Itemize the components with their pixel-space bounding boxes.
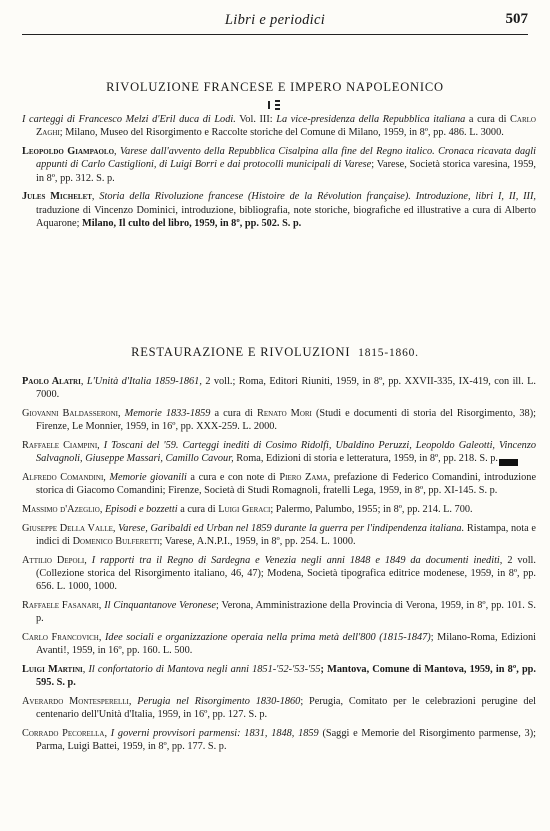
bib-entry: Averardo Montesperelli, Perugia nel Risorgimento 1830-1860; Perugia, Comitato per le celebrazioni perugine del centenario dell'Unità d'Italia, 1959, in 16º, pp. 127. S. p. [22, 696, 537, 721]
running-title: Libri e periodici [224, 12, 326, 28]
bib-entry: Corrado Pecorella, I governi provvisori parmensi: 1831, 1848, 1859 (Saggi e Memorie del Risorgimento parmense, 3); Parma, Luigi Battei, 1959, in 8º, pp. 177. S. p. [22, 728, 536, 753]
bib-entry: Attilio Depoli, I rapporti tra il Regno di Sardegna e Venezia negli anni 1848 e 1849 da documenti inediti, 2 voll. (Collezione storica del Risorgimento italiano, 46, 47); Modena, Società tipografica editrice modenese, 1959, in 8º, pp. 656. L. 1000, 1000. [22, 554, 536, 593]
section-title-restaurazione: RESTAURAZIONE E RIVOLUZIONI 1815-1860. [131, 345, 419, 359]
bib-entry: Raffaele Fasanari, Il Cinquantanove Veronese; Verona, Amministrazione della Provincia di Verona, 1959, in 8º, pp. 101. S. p. [22, 600, 536, 625]
page-header [22, 10, 528, 35]
section1-entries [22, 113, 536, 236]
bib-entry: Carlo Francovich, Idee sociali e organizzazione operaia nella prima metà dell'800 (1815-1847); Milano-Roma, Edizioni Avanti!, 1959, in 16º, pp. 160. L. 500. [22, 632, 536, 657]
bib-entry: Alfredo Comandini, Memorie giovanili a cura e con note di Piero Zama, prefazione di Federico Comandini, introduzione storica di Giacomo Comandini; Firenze, Società di Studi Romagnoli, fratelli Lega, 1959, in 8º, pp. XI-145. S. p. [22, 472, 537, 497]
section2-entries [22, 375, 536, 759]
bib-entry: Jules Michelet, Storia della Rivoluzione francese (Histoire de la Révolution française). Introduzione, libri I, II, III, traduzione di Vincenzo Dominici, introduzione, bibliografia, note storiche, biografiche ed illustrative a cura di Alberto Aquarone; Milano, Il culto del libro, 1959, in 8º, pp. 502. S. p. [22, 191, 536, 230]
page-number: 507 [505, 11, 528, 27]
bib-entry: Massimo d'Azeglio, Episodi e bozzetti a cura di Luigi Geraci; Palermo, Palumbo, 1955; in 8º, pp. 214. L. 700. [22, 504, 473, 515]
bib-entry: Luigi Martini, Il confortatorio di Mantova negli anni 1851-'52-'53-'55; Mantova, Comune di Mantova, 1959, in 8º, pp. 595. S. p. [22, 664, 536, 689]
ink-blot [499, 459, 518, 466]
section-title-rivoluzione: RIVOLUZIONE FRANCESE E IMPERO NAPOLEONICO [106, 80, 444, 94]
bib-entry: Paolo Alatri, L'Unità d'Italia 1859-1861, 2 voll.; Roma, Editori Riuniti, 1959, in 8º, pp. XXVII-335, IX-419, con ill. L. 7000. [22, 376, 537, 401]
bib-entry: Giovanni Baldasseroni, Memorie 1833-1859 a cura di Renato Mori (Studi e documenti di storia del Risorgimento, 38); Firenze, Le Monnier, 1959, in 16º, pp. XXX-259. L. 2000. [22, 408, 536, 433]
bib-entry: Giuseppe Della Valle, Varese, Garibaldi ed Urban nel 1859 durante la guerra per l'indipendenza italiana. Ristampa, nota e indici di Domenico Bulferetti; Varese, A.N.P.I., 1959, in 8º, pp. 254. L. 1000. [22, 522, 536, 547]
bib-entry: I carteggi di Francesco Melzi d'Eril duca di Lodi. Vol. III: La vice-presidenza della Repubblica italiana a cura di Carlo Zaghi; Milano, Museo del Risorgimento e Raccolte storiche del Comune di Milano, 1959, in 8º, pp. 486. L. 3000. [22, 114, 536, 139]
bib-entry: Raffaele Ciampini, I Toscani del '59. Carteggi inediti di Cosimo Ridolfi, Ubaldino Peruzzi, Leopoldo Galeotti, Vincenzo Salvagnoli, Giuseppe Massari, Camillo Cavour, Roma, Edizioni di storia e letteratura, 1959, in 8º, pp. 218. S. p. [22, 440, 536, 465]
bib-entry: Leopoldo Giampaolo, Varese dall'avvento della Repubblica Cisalpina alla fine del Regno italico. Cronaca ricavata dagli appunti di Carlo Castiglioni, di Luigi Borri e dai protocolli municipali di Varese; Varese, Società storica varesina, 1959, in 8º, pp. 312. S. p. [22, 146, 536, 184]
